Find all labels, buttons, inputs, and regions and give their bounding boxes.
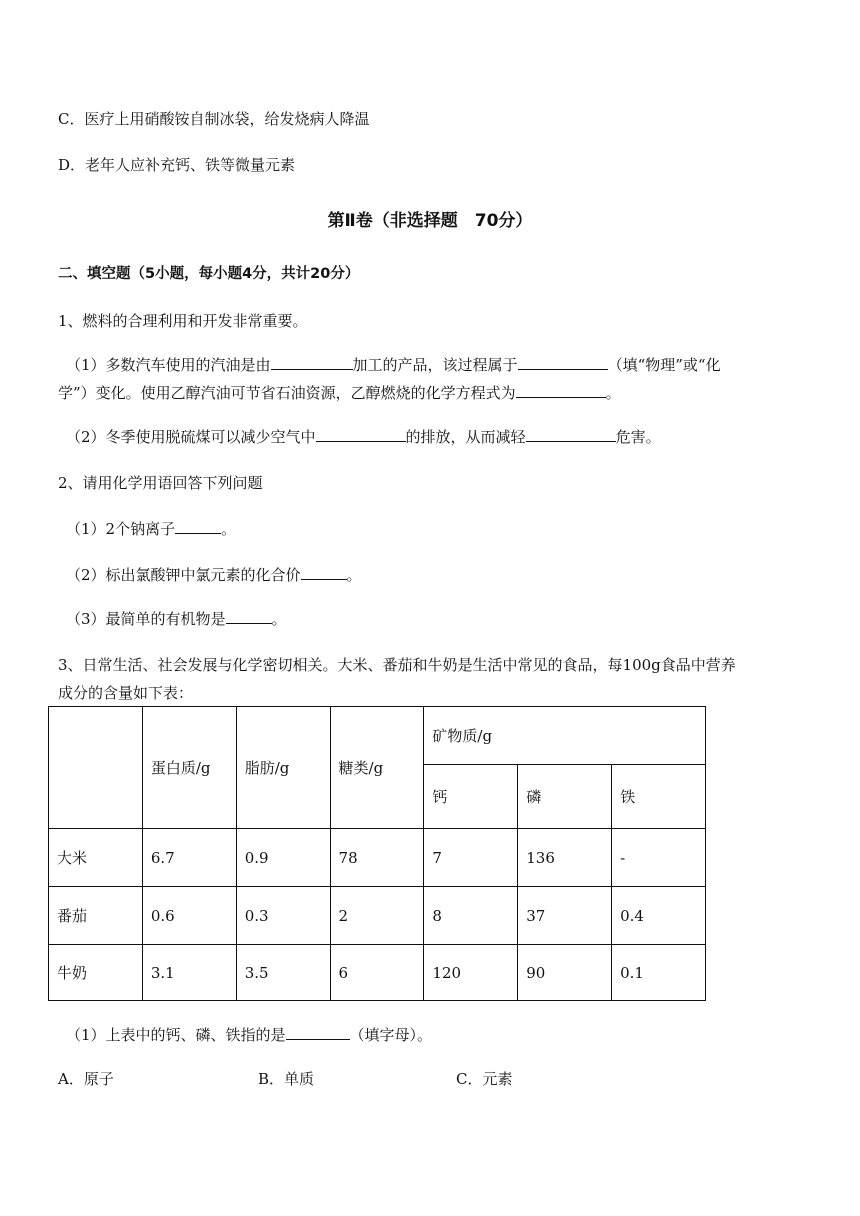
table-row [49, 887, 706, 945]
row-name: 大米 [49, 829, 143, 887]
header-calcium: 钙 [424, 765, 518, 829]
q2-p3-text-b: 。 [271, 610, 287, 628]
q3-stem-line2: 成分的含量如下表： [58, 684, 194, 702]
q3-sub1-text-a: （1）上表中的钙、磷、铁指的是 [66, 1026, 286, 1044]
cell-phosphorus: 37 [518, 887, 612, 945]
table-row [49, 945, 706, 1001]
q3-sub1-text-b: （填字母）。 [349, 1026, 433, 1044]
cell-protein: 3.1 [142, 945, 236, 1001]
cell-iron: 0.1 [612, 945, 706, 1001]
cell-protein: 0.6 [142, 887, 236, 945]
cell-iron: 0.4 [612, 887, 706, 945]
q1-p2-text-a: （2）冬季使用脱硫煤可以减少空气中 [66, 428, 316, 446]
q3-stem-line1: 3、日常生活、社会发展与化学密切相关。大米、番茄和牛奶是生活中常见的食品，每100g食品中营养 [58, 656, 736, 674]
q2-p3-text-a: （3）最简单的有机物是 [66, 610, 226, 628]
header-sugar: 糖类/g [330, 707, 424, 829]
q1-part2 [66, 426, 661, 447]
table-row [49, 829, 706, 887]
cell-calcium: 7 [424, 829, 518, 887]
table-corner-cell [49, 707, 143, 829]
q1-p1-text-b: 加工的产品，该过程属于 [352, 356, 518, 374]
q1-p2-text-b: 的排放，从而减轻 [405, 428, 526, 446]
part2-title: 第Ⅱ卷（非选择题 70分） [327, 211, 533, 231]
q1-part1-line1 [66, 354, 721, 375]
q1-p1-text-d: 学”）变化。使用乙醇汽油可节省石油资源，乙醇燃烧的化学方程式为 [58, 384, 516, 402]
cell-phosphorus: 136 [518, 829, 612, 887]
cell-sugar: 6 [330, 945, 424, 1001]
header-minerals: 矿物质/g [424, 707, 706, 765]
answer-blank[interactable] [516, 383, 606, 398]
q2-p2-text-a: （2）标出氯酸钾中氯元素的化合价 [66, 566, 301, 584]
answer-blank[interactable] [518, 355, 608, 370]
answer-blank[interactable] [301, 565, 347, 580]
q2-part1 [66, 518, 236, 539]
cell-fat: 0.3 [236, 887, 330, 945]
option-b[interactable]: B．单质 [258, 1070, 315, 1088]
option-c[interactable]: C．元素 [456, 1070, 513, 1088]
answer-blank[interactable] [271, 355, 353, 370]
option-a[interactable]: A．原子 [58, 1070, 114, 1088]
answer-blank[interactable] [526, 427, 616, 442]
row-name: 番茄 [49, 887, 143, 945]
table-header-row [49, 707, 706, 765]
row-name: 牛奶 [49, 945, 143, 1001]
cell-sugar: 2 [330, 887, 424, 945]
answer-blank[interactable] [226, 609, 272, 624]
header-fat: 脂肪/g [236, 707, 330, 829]
cell-calcium: 8 [424, 887, 518, 945]
answer-blank[interactable] [175, 519, 221, 534]
q1-p1-text-c: （填“物理”或“化 [607, 356, 721, 374]
q1-p2-text-c: 危害。 [615, 428, 661, 446]
q2-part3 [66, 608, 287, 629]
q2-p1-text-b: 。 [221, 520, 237, 538]
header-protein: 蛋白质/g [142, 707, 236, 829]
cell-phosphorus: 90 [518, 945, 612, 1001]
cell-sugar: 78 [330, 829, 424, 887]
section2-heading: 二、填空题（5小题，每小题4分，共计20分） [58, 266, 360, 282]
answer-blank[interactable] [316, 427, 406, 442]
q1-part1-line2 [58, 382, 621, 403]
cell-protein: 6.7 [142, 829, 236, 887]
q2-p2-text-b: 。 [346, 566, 362, 584]
option-c-prev: C．医疗上用硝酸铵自制冰袋，给发烧病人降温 [58, 110, 370, 128]
q2-part2 [66, 564, 362, 585]
q3-sub1 [66, 1024, 432, 1045]
q1-p1-text-e: 。 [605, 384, 621, 402]
answer-blank[interactable] [286, 1025, 350, 1040]
option-d-prev: D．老年人应补充钙、铁等微量元素 [58, 156, 296, 174]
cell-fat: 3.5 [236, 945, 330, 1001]
q2-p1-text-a: （1）2个钠离子 [66, 520, 176, 538]
cell-fat: 0.9 [236, 829, 330, 887]
q1-stem: 1、燃料的合理利用和开发非常重要。 [58, 312, 308, 330]
q1-p1-text-a: （1）多数汽车使用的汽油是由 [66, 356, 271, 374]
nutrition-table [48, 706, 706, 1001]
header-phosphorus: 磷 [518, 765, 612, 829]
q2-stem: 2、请用化学用语回答下列问题 [58, 474, 263, 492]
cell-iron: - [612, 829, 706, 887]
header-iron: 铁 [612, 765, 706, 829]
cell-calcium: 120 [424, 945, 518, 1001]
